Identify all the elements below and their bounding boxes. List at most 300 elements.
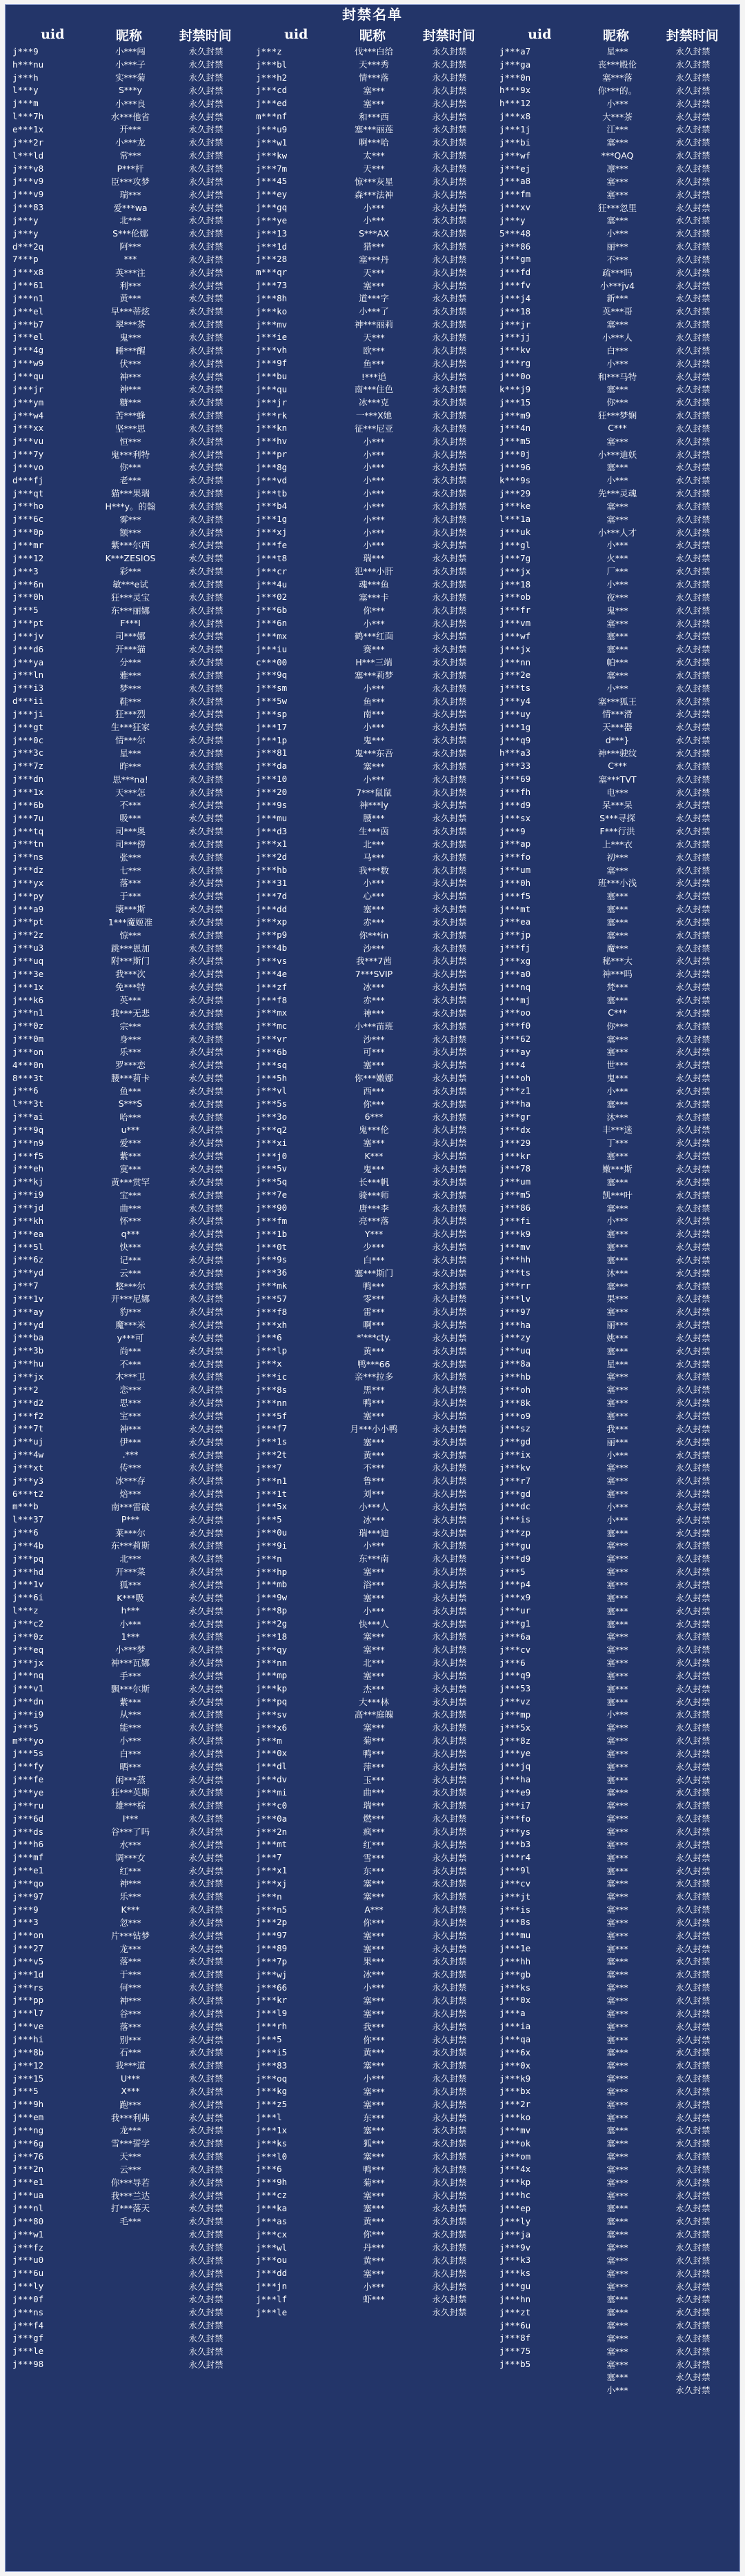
nickname-cell: 鲁*** <box>363 1476 385 1487</box>
ban-time-cell: 永久封禁 <box>188 1696 223 1707</box>
table-row <box>497 1240 735 1254</box>
uid-cell: j***sp <box>256 708 288 719</box>
uid-cell: j***kh <box>12 1215 44 1226</box>
nickname-cell: 神*** <box>119 384 141 395</box>
ban-time-cell: 永久封禁 <box>188 2008 223 2019</box>
table-row <box>10 539 248 552</box>
table-row <box>10 370 248 383</box>
table-row <box>253 1968 492 1981</box>
ban-time-cell: 永久封禁 <box>432 1358 467 1369</box>
table-row <box>253 1110 492 1123</box>
uid-cell: j***ay <box>499 1046 531 1057</box>
nickname-cell: 塞*** <box>606 1878 628 1889</box>
table-row <box>253 500 492 513</box>
table-row <box>253 1227 492 1240</box>
nickname-cell: 塞*** <box>606 1567 628 1578</box>
uid-cell: j***ay <box>12 1306 44 1317</box>
nickname-cell: 乐*** <box>119 1891 141 1902</box>
ban-time-cell: 永久封禁 <box>675 1449 711 1460</box>
uid-cell: j***5 <box>499 1566 526 1577</box>
ban-time-cell: 永久封禁 <box>675 2359 711 2370</box>
table-row <box>253 798 492 812</box>
uid-cell: 5***48 <box>499 228 531 239</box>
ban-time-cell: 永久封禁 <box>675 163 711 174</box>
ban-time-cell: 永久封禁 <box>188 449 223 460</box>
table-row <box>253 512 492 525</box>
nickname-cell: P*** <box>121 1514 140 1525</box>
uid-cell: j***ap <box>499 838 531 849</box>
table-row <box>253 616 492 630</box>
nickname-cell: 云*** <box>119 1267 141 1278</box>
uid-cell: j***ga <box>499 59 531 70</box>
ban-time-cell: 永久封禁 <box>675 1163 711 1174</box>
uid-cell: j***ji <box>12 708 44 719</box>
uid-cell: j***d6 <box>12 643 44 654</box>
ban-time-cell: 永久封禁 <box>188 631 223 642</box>
table-row <box>10 1747 248 1760</box>
uid-cell: j***ic <box>256 1371 288 1382</box>
nickname-cell: 塞*** <box>606 1800 628 1811</box>
uid-cell: l***37 <box>12 1514 44 1525</box>
table-row <box>497 772 735 785</box>
ban-time-cell: 永久封禁 <box>675 683 711 694</box>
table-row <box>497 1786 735 1799</box>
uid-cell: j***vr <box>256 1034 288 1045</box>
ban-time-cell: 永久封禁 <box>675 605 711 616</box>
table-row <box>253 954 492 967</box>
uid-cell: 7***p <box>12 254 39 265</box>
uid-cell: c***00 <box>256 656 288 667</box>
ban-time-cell: 永久封禁 <box>675 1839 711 1850</box>
ban-time-cell: 永久封禁 <box>432 98 467 109</box>
ban-time-cell: 永久封禁 <box>675 488 711 499</box>
table-row <box>253 1422 492 1435</box>
uid-cell: j***jx <box>499 565 531 576</box>
uid-cell: j***ou <box>256 2255 288 2266</box>
nickname-cell: 落*** <box>119 878 141 889</box>
table-row <box>497 2188 735 2202</box>
ban-time-cell: 永久封禁 <box>188 1163 223 1174</box>
uid-cell: j***v8 <box>12 163 44 174</box>
nickname-cell: 附***斯门 <box>110 956 150 967</box>
ban-time-cell: 永久封禁 <box>432 1579 467 1590</box>
uid-cell: j***hd <box>12 1566 44 1577</box>
table-row <box>253 539 492 552</box>
table-row <box>10 1422 248 1435</box>
table-row <box>253 1500 492 1513</box>
ban-time-cell: 永久封禁 <box>188 2320 223 2331</box>
uid-cell: l***7h <box>12 111 44 122</box>
uid-cell: h***nu <box>12 59 44 70</box>
uid-cell: j***ur <box>499 1605 531 1616</box>
uid-cell: j***vo <box>12 461 44 472</box>
uid-cell: j***9q <box>256 670 288 681</box>
ban-time-cell: 永久封禁 <box>432 1073 467 1084</box>
uid-cell: j***mf <box>12 1852 44 1863</box>
ban-time-cell: 永久封禁 <box>675 2021 711 2032</box>
ban-time-cell: 永久封禁 <box>188 1644 223 1656</box>
uid-cell: j***96 <box>499 461 531 472</box>
uid-cell: j***wf <box>499 150 531 161</box>
table-row <box>10 2319 248 2332</box>
uid-cell: j***fm <box>499 189 531 200</box>
table-row <box>10 1136 248 1149</box>
nickname-cell: 刘*** <box>363 1489 385 1500</box>
uid-cell: l***y <box>12 85 39 96</box>
table-row <box>497 500 735 513</box>
uid-cell: j***x1 <box>256 1865 288 1876</box>
table-row <box>10 71 248 84</box>
uid-cell: j***6n <box>256 618 288 629</box>
ban-time-cell: 永久封禁 <box>675 2385 711 2396</box>
nickname-cell: 睡***醒 <box>115 345 146 356</box>
nickname-cell: 不*** <box>119 800 141 811</box>
ban-time-cell: 永久封禁 <box>188 2034 223 2045</box>
ban-time-cell: 永久封禁 <box>188 1307 223 1318</box>
ban-time-cell: 永久封禁 <box>675 1294 711 1305</box>
uid-cell: j***x8 <box>499 111 531 122</box>
table-row <box>497 876 735 889</box>
ban-time-cell: 永久封禁 <box>188 2164 223 2175</box>
uid-cell: j***vl <box>256 1085 288 1096</box>
uid-cell: j***0f <box>12 2293 44 2304</box>
uid-cell: j***ja <box>499 2228 531 2240</box>
nickname-cell: 小***苗班 <box>354 1020 394 1032</box>
uid-cell: k***j9 <box>499 383 531 394</box>
nickname-cell: 塞*** <box>606 1527 628 1538</box>
nickname-header: 昵称 <box>115 28 142 43</box>
uid-cell: j***2g <box>256 1618 288 1629</box>
nickname-cell: 小*** <box>606 1216 628 1227</box>
ban-time-cell: 永久封禁 <box>675 2242 711 2253</box>
table-row <box>253 1877 492 1890</box>
ban-time-cell: 永久封禁 <box>188 1683 223 1694</box>
table-row <box>10 1994 248 2007</box>
table-row <box>253 681 492 694</box>
ban-time-cell: 永久封禁 <box>432 579 467 590</box>
nickname-cell: 塞*** <box>363 1722 385 1733</box>
ban-time-cell: 永久封禁 <box>675 1125 711 1136</box>
nickname-cell: 塞*** <box>606 176 628 187</box>
ban-time-cell: 永久封禁 <box>675 774 711 785</box>
uid-cell: j***dx <box>499 1124 531 1135</box>
ban-time-cell: 永久封禁 <box>188 215 223 226</box>
table-row <box>10 2175 248 2188</box>
table-row <box>253 2059 492 2072</box>
uid-cell: j***z1 <box>499 1085 531 1096</box>
uid-cell: j***gq <box>256 202 288 213</box>
nickname-cell: 南***雷破 <box>110 1501 150 1512</box>
table-row <box>10 188 248 201</box>
uid-cell: j***xh <box>256 1319 288 1330</box>
nickname-cell: 壊***斯 <box>115 904 146 915</box>
nickname-cell: 塞*** <box>606 1748 628 1759</box>
ban-time-cell: 永久封禁 <box>188 1904 223 1915</box>
table-row <box>497 1747 735 1760</box>
uid-cell: j***h6 <box>12 1839 44 1850</box>
table-row <box>10 1110 248 1123</box>
nickname-cell: 闲***蒸 <box>115 1774 146 1785</box>
ban-time-cell: 永久封禁 <box>432 1007 467 1018</box>
uid-cell: j***jr <box>499 319 531 330</box>
nickname-cell: 猎*** <box>363 241 385 252</box>
nickname-cell: 塞*** <box>606 2333 628 2344</box>
ban-time-cell: 永久封禁 <box>432 2151 467 2162</box>
nickname-cell: 黄***赏罕 <box>110 1176 150 1187</box>
uid-cell: j***vm <box>499 618 531 629</box>
table-row <box>497 941 735 954</box>
ban-time-cell: 永久封禁 <box>188 345 223 356</box>
nickname-cell: 小*** <box>606 1514 628 1525</box>
table-row <box>253 850 492 863</box>
nickname-cell: 塞*** <box>363 1138 385 1149</box>
uid-cell: j***ai <box>12 1111 44 1123</box>
table-row <box>10 1825 248 1838</box>
uid-cell: j***dn <box>12 774 44 785</box>
uid-cell: m***nf <box>256 111 288 122</box>
uid-cell: j***7g <box>499 552 531 563</box>
ban-time-cell: 永久封禁 <box>675 319 711 330</box>
uid-header: uid <box>528 27 552 42</box>
ban-time-cell: 永久封禁 <box>432 1047 467 1058</box>
table-row <box>497 1448 735 1461</box>
ban-time-cell: 永久封禁 <box>675 916 711 927</box>
nickname-cell: P***杆 <box>117 163 144 174</box>
table-row <box>497 539 735 552</box>
uid-cell: j***bl <box>256 59 288 70</box>
ban-time-cell: 永久封禁 <box>188 865 223 876</box>
table-row <box>253 1279 492 1292</box>
table-row <box>253 1864 492 1877</box>
uid-cell: j***jr <box>12 383 44 394</box>
uid-cell: j***yx <box>12 877 44 888</box>
table-row <box>10 2215 248 2228</box>
table-row <box>497 292 735 305</box>
nickname-cell: 东*** <box>363 1865 385 1876</box>
nickname-cell: 神*** <box>119 371 141 382</box>
nickname-cell: 塞*** <box>606 1943 628 1954</box>
ban-time-cell: 永久封禁 <box>188 735 223 746</box>
uid-cell: j***ya <box>12 656 44 667</box>
table-row <box>253 825 492 838</box>
uid-cell: j***ey <box>256 189 288 200</box>
uid-cell: j***97 <box>256 1930 288 1941</box>
uid-cell: j***h <box>12 72 39 83</box>
ban-time-cell: 永久封禁 <box>675 1813 711 1824</box>
table-row <box>10 2033 248 2046</box>
table-row <box>10 1058 248 1071</box>
ban-time-cell: 永久封禁 <box>188 670 223 681</box>
nickname-cell: 塞***丹 <box>359 254 389 265</box>
nickname-cell: 鬼***东吾 <box>354 747 394 758</box>
nickname-cell: S***AX <box>359 228 389 239</box>
table-row <box>10 812 248 825</box>
nickname-cell: 小*** <box>606 1449 628 1460</box>
ban-time-cell: 永久封禁 <box>675 1748 711 1759</box>
table-row <box>10 837 248 850</box>
nickname-cell: 塞*** <box>606 1995 628 2006</box>
ban-time-cell: 永久封禁 <box>188 1501 223 1512</box>
uid-cell: j***eq <box>12 1644 44 1655</box>
uid-cell: j***gu <box>499 1540 531 1551</box>
ban-time-cell: 永久封禁 <box>188 644 223 655</box>
uid-cell: 6***t2 <box>12 1488 44 1499</box>
ban-time-cell: 永久封禁 <box>432 916 467 927</box>
uid-cell: j***c0 <box>256 1800 288 1811</box>
uid-cell: j***qy <box>256 1644 288 1655</box>
table-row <box>253 421 492 434</box>
uid-cell: j***zp <box>499 1527 531 1538</box>
nickname-cell: C*** <box>608 423 627 434</box>
nickname-cell: 塞*** <box>606 2138 628 2149</box>
ban-time-cell: 永久封禁 <box>675 189 711 200</box>
nickname-cell: 神***驶纹 <box>597 747 637 758</box>
ban-time-cell: 永久封禁 <box>432 904 467 915</box>
table-row <box>253 1539 492 1552</box>
table-row <box>497 1617 735 1630</box>
table-row <box>253 305 492 318</box>
ban-time-cell: 永久封禁 <box>675 1254 711 1265</box>
table-row <box>10 1578 248 1591</box>
nickname-cell: 天*** <box>363 163 385 174</box>
uid-cell: j***i5 <box>256 2046 288 2057</box>
nickname-cell: ***QAQ <box>601 150 634 161</box>
nickname-cell: 司***娜 <box>115 631 146 642</box>
uid-cell: j***9h <box>12 2099 44 2110</box>
table-row <box>497 812 735 825</box>
ban-time-cell: 永久封禁 <box>188 293 223 304</box>
nickname-cell: 塞*** <box>606 1605 628 1616</box>
ban-time-cell: 永久封禁 <box>675 2099 711 2110</box>
ban-time-cell: 永久封禁 <box>188 982 223 993</box>
uid-cell: j***lp <box>256 1345 288 1356</box>
uid-cell: j***2e <box>499 670 531 681</box>
table-row <box>10 1461 248 1474</box>
uid-cell: j***8h <box>256 292 288 303</box>
table-row <box>497 214 735 227</box>
uid-cell: j***9s <box>256 1254 288 1265</box>
table-row <box>10 994 248 1007</box>
table-row <box>253 812 492 825</box>
table-row <box>10 253 248 266</box>
table-row <box>10 97 248 110</box>
table-row <box>10 1838 248 1851</box>
table-row <box>497 1474 735 1487</box>
nickname-cell: 黄*** <box>119 293 141 304</box>
uid-cell: j***qt <box>12 487 44 499</box>
uid-cell: j***0h <box>12 592 44 603</box>
table-row <box>10 110 248 123</box>
nickname-cell: 小*** <box>363 475 385 486</box>
uid-cell: j***78 <box>499 1163 531 1174</box>
nickname-cell: 啊*** <box>363 1320 385 1331</box>
ban-time-cell: 永久封禁 <box>188 1930 223 1941</box>
uid-cell: j***kr <box>499 1150 531 1161</box>
table-row <box>497 2344 735 2357</box>
uid-cell: j***ye <box>499 1748 531 1759</box>
ban-time-cell: 永久封禁 <box>188 969 223 980</box>
table-row <box>253 525 492 539</box>
uid-cell: j***q9 <box>499 734 531 745</box>
uid-cell: j***j0 <box>256 1150 288 1161</box>
ban-time-cell: 永久封禁 <box>188 787 223 798</box>
ban-time-cell: 永久封禁 <box>188 1280 223 1291</box>
table-row <box>10 916 248 929</box>
uid-cell: j***02 <box>256 592 288 603</box>
nickname-cell: 魔***米 <box>115 1320 146 1331</box>
table-row <box>253 2006 492 2020</box>
ban-time-cell: 永久封禁 <box>188 2346 223 2357</box>
nickname-cell: 塞*** <box>606 2216 628 2227</box>
uid-cell: j***0p <box>12 527 44 538</box>
nickname-cell: 赛*** <box>363 644 385 655</box>
ban-time-cell: 永久封禁 <box>675 1618 711 1629</box>
table-row <box>497 2280 735 2293</box>
ban-time-cell: 永久封禁 <box>432 553 467 564</box>
table-row <box>497 1032 735 1045</box>
nickname-cell: 塞*** <box>606 1917 628 1928</box>
uid-cell: j***mp <box>256 1670 288 1681</box>
nickname-cell: 打***落天 <box>110 2203 150 2214</box>
table-row <box>10 279 248 292</box>
table-row <box>497 1552 735 1565</box>
table-row <box>10 1903 248 1916</box>
nickname-cell: 鞋*** <box>119 696 141 707</box>
table-row <box>497 785 735 798</box>
table-row <box>253 1253 492 1266</box>
uid-cell: j***5v <box>256 1163 288 1174</box>
uid-cell: j***w1 <box>256 137 288 148</box>
nickname-cell: 塞*** <box>606 1982 628 1993</box>
uid-cell: j***sz <box>499 1423 531 1434</box>
uid-cell: j***9s <box>256 799 288 810</box>
ban-time-cell: 永久封禁 <box>432 1398 467 1409</box>
uid-cell: j***dv <box>256 1774 288 1785</box>
nickname-cell: 塞*** <box>363 2008 385 2019</box>
nickname-cell: *** <box>123 254 137 265</box>
uid-cell: j***ns <box>12 2306 44 2317</box>
uid-cell: j***6u <box>12 2268 44 2279</box>
uid-cell: j***1v <box>12 1293 44 1304</box>
table-row <box>10 227 248 240</box>
uid-cell: j***ks <box>256 2137 288 2149</box>
uid-header: uid <box>284 27 308 42</box>
uid-cell: j***4g <box>12 345 44 356</box>
uid-cell: j***ha <box>499 1774 531 1785</box>
ban-time-cell: 永久封禁 <box>675 1060 711 1071</box>
uid-cell: j***mj <box>499 994 531 1005</box>
nickname-cell: 北*** <box>119 215 141 226</box>
ban-time-cell: 永久封禁 <box>675 423 711 434</box>
uid-cell: j***qo <box>12 1878 44 1889</box>
nickname-cell: 梵*** <box>606 982 628 993</box>
nickname-cell: 曲*** <box>119 1203 141 1214</box>
table-row <box>253 1890 492 1903</box>
table-row <box>497 343 735 356</box>
nickname-cell: 塞*** <box>606 865 628 876</box>
ban-time-cell: 永久封禁 <box>432 1476 467 1487</box>
table-row <box>253 409 492 422</box>
uid-cell: j***rr <box>499 1280 531 1291</box>
ban-time-cell: 永久封禁 <box>432 514 467 525</box>
table-row <box>253 487 492 500</box>
uid-cell: j***1s <box>256 1436 288 1447</box>
table-row <box>497 1903 735 1916</box>
uid-cell: j***6i <box>12 1592 44 1603</box>
uid-cell: j***8s <box>256 1384 288 1395</box>
uid-cell: j***29 <box>499 1137 531 1148</box>
uid-cell: j***hb <box>256 865 288 876</box>
